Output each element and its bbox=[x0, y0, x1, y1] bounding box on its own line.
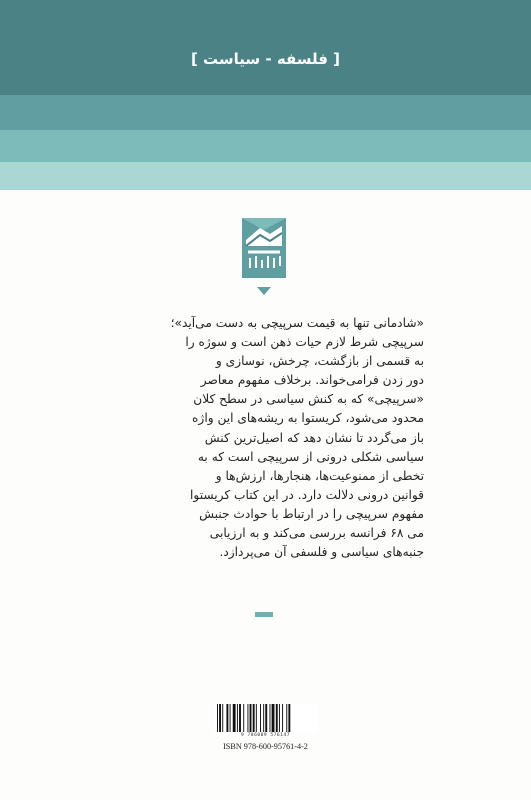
barcode-bar bbox=[270, 704, 271, 732]
barcode-bar bbox=[230, 704, 231, 732]
barcode-bar bbox=[286, 704, 287, 732]
header-band-pale bbox=[0, 162, 531, 190]
blurb-line: محدود می‌شود، کریستوا به ریشه‌های این واژه bbox=[192, 411, 424, 426]
barcode-bar bbox=[222, 704, 223, 732]
blurb-line: تخطی از ممنوعیت‌ها، هنجارها، ارزش‌ها و bbox=[215, 468, 424, 483]
barcode-bar bbox=[217, 704, 218, 732]
blurb-line: می ۶۸ فرانسه بررسی می‌کند و به ارزیابی bbox=[209, 526, 424, 541]
barcode-bar bbox=[253, 704, 255, 732]
barcode-bar bbox=[237, 704, 238, 732]
barcode-bar bbox=[282, 704, 283, 732]
blurb-line: سیاسی شکلی درونی از سرپیچی است که به bbox=[197, 449, 424, 464]
publisher-logo-icon bbox=[240, 216, 288, 278]
header-color-bands bbox=[0, 0, 531, 190]
barcode-bar bbox=[250, 704, 252, 732]
back-cover-blurb bbox=[108, 314, 424, 562]
barcode-bar bbox=[288, 704, 290, 732]
barcode-bar bbox=[260, 704, 261, 732]
header-band-light bbox=[0, 130, 531, 162]
barcode-bar bbox=[239, 704, 241, 732]
blurb-line: «شادمانی تنها به قیمت سرپیچی به دست می‌آید»؛ bbox=[170, 316, 424, 330]
barcode-bar bbox=[263, 704, 264, 732]
barcode-bar bbox=[279, 704, 280, 732]
barcode-bar bbox=[247, 704, 248, 732]
barcode-bar bbox=[276, 704, 278, 732]
barcode-bar bbox=[256, 704, 257, 732]
barcode-bar bbox=[233, 704, 236, 732]
blurb-line: مفهوم سرپیچی را در ارتباط با حوادث جنبش bbox=[199, 506, 424, 521]
down-triangle-icon bbox=[257, 287, 271, 295]
barcode-bar bbox=[226, 704, 228, 732]
barcode-bar bbox=[219, 704, 221, 732]
isbn-label: ISBN 978-600-95761-4-2 bbox=[223, 742, 308, 751]
blurb-line: جنبه‌های سیاسی و فلسفی آن می‌پردازد. bbox=[219, 545, 424, 560]
blurb-line: «سرپیچی» که به کنش سیاسی در سطح کلان bbox=[193, 392, 424, 407]
blurb-line: باز می‌گردد تا نشان دهد که اصیل‌ترین کنش bbox=[204, 430, 424, 445]
barcode-bar bbox=[243, 704, 244, 732]
blurb-line: به قسمی از بازگشت، چرخش، نوسازی و bbox=[215, 354, 424, 369]
blurb-line: سرپیچی شرط لازم حیات ذهن است و سوژه را bbox=[185, 335, 424, 350]
barcode-bar bbox=[265, 704, 267, 732]
barcode-digits: 9 786009 576147 bbox=[241, 733, 290, 738]
blurb-line: قوانین درونی دلالت دارد. در این کتاب کریستوا bbox=[190, 487, 424, 502]
barcode-block bbox=[214, 703, 317, 753]
barcode-icon bbox=[214, 703, 317, 733]
header-band-medium bbox=[0, 95, 531, 130]
header-band-dark bbox=[0, 0, 531, 95]
decorative-dash bbox=[255, 612, 273, 617]
blurb-line: دور زدن فرامی‌خواند. برخلاف مفهوم معاصر bbox=[200, 373, 424, 388]
barcode-bar bbox=[272, 704, 275, 732]
category-label: [ فلسفه - سیاست ] bbox=[190, 50, 341, 68]
